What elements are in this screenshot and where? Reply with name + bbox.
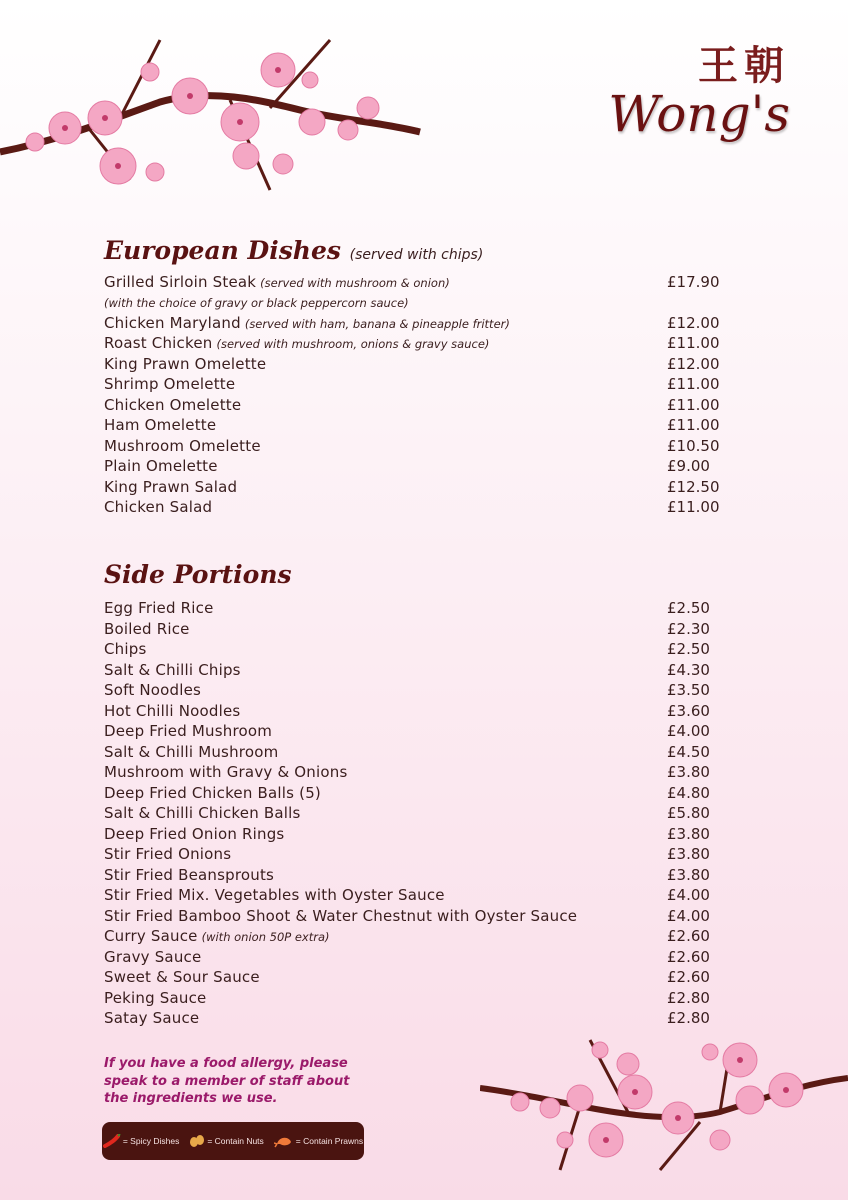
menu-item <box>104 333 724 354</box>
legend-nuts <box>189 1134 263 1148</box>
menu-item <box>104 926 724 947</box>
menu-item <box>104 436 724 457</box>
cherry-blossom-branch-bottom-right <box>480 1030 848 1180</box>
item-price: £5.80 <box>667 804 710 822</box>
item-price: £2.80 <box>667 1009 710 1027</box>
item-name: Deep Fried Mushroom <box>104 722 273 740</box>
item-name: Salt & Chilli Mushroom <box>104 742 279 761</box>
side-portions-section <box>104 560 724 1029</box>
dietary-legend <box>102 1122 364 1160</box>
item-name: Salt & Chilli Chips <box>104 660 241 679</box>
item-price: £11.00 <box>667 416 720 434</box>
menu-item <box>104 1008 724 1029</box>
menu-item <box>104 947 724 968</box>
item-name: Gravy Sauce <box>104 947 202 966</box>
menu-item <box>104 660 724 681</box>
item-price: £3.80 <box>667 865 710 884</box>
logo-chinese-name: 王朝 <box>698 42 790 89</box>
item-name: Curry Sauce <box>104 927 198 945</box>
restaurant-logo <box>608 34 790 143</box>
item-price: £3.80 <box>667 824 710 843</box>
item-name: Peking Sauce <box>104 988 207 1007</box>
legend-prawns-label: = Contain Prawns <box>295 1136 364 1146</box>
menu-item <box>104 395 724 416</box>
cherry-blossom-branch-top-left <box>0 30 430 200</box>
item-note: (served with ham, banana & pineapple fritter) <box>244 316 510 331</box>
item-name: Ham Omelette <box>104 416 217 434</box>
european-dishes-section <box>104 236 724 518</box>
menu-item <box>104 844 724 865</box>
legend-prawns <box>274 1134 363 1148</box>
menu-item <box>104 619 724 640</box>
item-price: £2.60 <box>667 968 710 986</box>
item-price: £11.00 <box>667 395 720 414</box>
menu-item <box>104 477 724 498</box>
menu-item <box>104 680 724 701</box>
item-name: Mushroom Omelette <box>104 436 261 455</box>
item-price: £3.60 <box>667 701 710 720</box>
menu-item <box>104 415 724 436</box>
menu-item <box>104 272 724 293</box>
item-name: Stir Fried Beansprouts <box>104 865 275 884</box>
item-price: £9.00 <box>667 457 710 475</box>
item-price: £2.80 <box>667 988 710 1007</box>
item-price: £4.00 <box>667 886 710 904</box>
item-name: Deep Fried Onion Rings <box>104 824 285 843</box>
menu-item <box>104 824 724 845</box>
item-name: Deep Fried Chicken Balls (5) <box>104 783 321 802</box>
section-title <box>104 236 724 272</box>
item-name: King Prawn Salad <box>104 477 238 496</box>
item-note: (with onion 50P extra) <box>201 930 330 944</box>
item-price: £2.50 <box>667 599 710 617</box>
item-price: £11.00 <box>667 334 720 352</box>
item-price: £4.80 <box>667 783 710 802</box>
item-name: Chips <box>104 640 147 658</box>
item-name: Grilled Sirloin Steak <box>104 273 257 291</box>
european-list <box>104 272 724 518</box>
item-name: Plain Omelette <box>104 457 218 475</box>
menu-item <box>104 783 724 804</box>
item-name: Stir Fried Onions <box>104 845 232 863</box>
menu-item <box>104 354 724 375</box>
menu-item <box>104 313 724 334</box>
item-name: Boiled Rice <box>104 619 190 638</box>
item-name: Chicken Salad <box>104 498 213 516</box>
item-price: £11.00 <box>667 498 720 516</box>
item-price: £11.00 <box>667 375 720 393</box>
menu-item <box>104 967 724 988</box>
menu-item <box>104 865 724 886</box>
item-price: £3.50 <box>667 681 710 699</box>
item-name: Salt & Chilli Chicken Balls <box>104 804 301 822</box>
item-price: £12.00 <box>667 354 720 373</box>
menu-item <box>104 721 724 742</box>
item-name: Sweet & Sour Sauce <box>104 968 260 986</box>
peanut-icon <box>189 1134 205 1148</box>
item-name: King Prawn Omelette <box>104 354 267 373</box>
menu-item <box>104 762 724 783</box>
item-name: Roast Chicken <box>104 334 213 352</box>
legend-spicy-label: = Spicy Dishes <box>122 1136 180 1146</box>
logo-english-name: Wong's <box>608 85 790 143</box>
item-price: £2.50 <box>667 640 710 658</box>
item-price: £3.80 <box>667 845 710 863</box>
allergy-notice: If you have a food allergy, please speak to a member of staff about the ingredients we use. <box>104 1056 350 1106</box>
item-extra-note: (with the choice of gravy or black peppercorn sauce) <box>104 295 409 310</box>
item-price: £17.90 <box>667 273 720 291</box>
item-price: £2.60 <box>667 947 710 966</box>
item-note: (served with mushroom, onions & gravy sauce) <box>216 337 490 351</box>
item-price: £4.00 <box>667 722 710 740</box>
item-price: £12.00 <box>667 313 720 332</box>
menu-item <box>104 906 724 927</box>
menu-item <box>104 374 724 395</box>
sides-list <box>104 598 724 1029</box>
item-price: £2.60 <box>667 927 710 945</box>
item-note: (served with mushroom & onion) <box>260 276 450 290</box>
item-price: £3.80 <box>667 763 710 781</box>
european-subtitle: (served with chips) <box>349 247 484 263</box>
legend-nuts-label: = Contain Nuts <box>207 1136 264 1146</box>
menu-item <box>104 639 724 660</box>
item-name: Hot Chilli Noodles <box>104 701 241 720</box>
item-price: £4.50 <box>667 742 710 761</box>
item-name: Chicken Omelette <box>104 395 242 414</box>
menu-item <box>104 701 724 722</box>
item-name: Soft Noodles <box>104 681 202 699</box>
item-name: Egg Fried Rice <box>104 599 214 617</box>
item-name: Stir Fried Bamboo Shoot & Water Chestnut with Oyster Sauce <box>104 906 578 925</box>
menu-item <box>104 988 724 1009</box>
item-name: Stir Fried Mix. Vegetables with Oyster Sauce <box>104 886 445 904</box>
section-title: Side Portions <box>104 560 292 589</box>
item-price: £4.30 <box>667 660 710 679</box>
item-name: Mushroom with Gravy & Onions <box>104 763 348 781</box>
european-title: European Dishes <box>104 236 341 265</box>
menu-item <box>104 497 724 518</box>
item-price: £4.00 <box>667 906 710 925</box>
menu-item <box>104 885 724 906</box>
item-price: £10.50 <box>667 436 720 455</box>
item-name: Satay Sauce <box>104 1009 200 1027</box>
item-name: Chicken Maryland <box>104 313 241 332</box>
menu-item <box>104 598 724 619</box>
legend-spicy <box>103 1134 179 1148</box>
menu-item <box>104 456 724 477</box>
item-price: £2.30 <box>667 619 710 638</box>
menu-item <box>104 742 724 763</box>
menu-item <box>104 803 724 824</box>
item-name: Shrimp Omelette <box>104 375 236 393</box>
chilli-icon <box>103 1134 121 1148</box>
item-price: £12.50 <box>667 477 720 496</box>
prawn-icon <box>274 1134 294 1148</box>
